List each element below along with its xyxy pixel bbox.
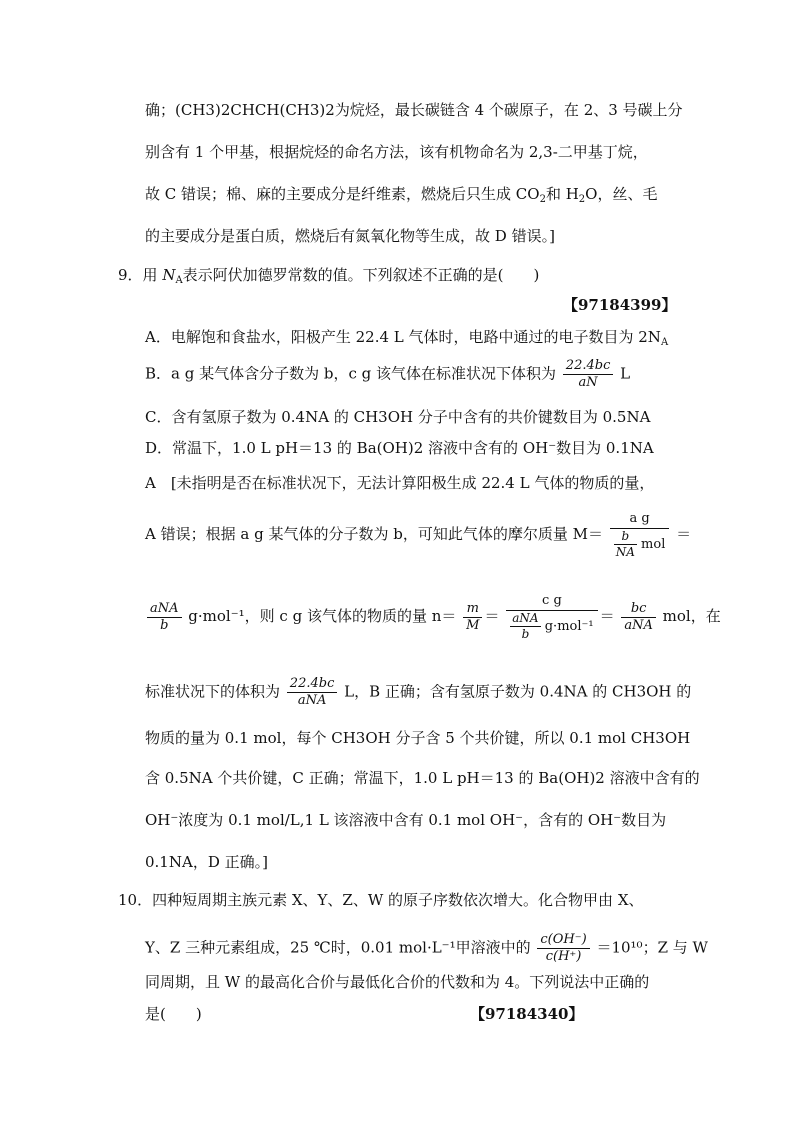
q9-answer-line-5: 物质的量为 0.1 mol，每个 CH3OH 分子含 5 个共价键，所以 0.1 mol CH3OH <box>145 729 691 747</box>
q9-answer-line-7: OH⁻浓度为 0.1 mol/L,1 L 该溶液中含有 0.1 mol OH⁻，含有的 OH⁻数目为 <box>145 811 667 829</box>
q9-answer-line-4: 标准状况下的体积为 $\frac{22.4bc}{\text{aNA}}$ L，B 正确；含有氢原子数为 0.4NA 的 CH3OH 的 <box>145 676 692 708</box>
q9-option-b: B．a g 某气体含分子数为 b，c g 该气体在标准状况下体积为 $\frac{22.4bc}{aN}$ L <box>145 358 631 390</box>
q9-answer-line-8: 0.1NA，D 正确。] <box>145 853 268 871</box>
q10-stem-line-3: 同周期，且 W 的最高化合价与最低化合价的代数和为 4。下列说法中正确的 <box>145 973 650 991</box>
prev-answer-line-3: 故 C 错误；棉、麻的主要成分是纤维素，燃烧后只生成 $CO_2$和 $H_2O$，丝、毛 <box>145 185 658 205</box>
q9-code: 【97184399】 <box>563 296 677 314</box>
formula-isoalkane: (CH3)2CHCH(CH3)2 <box>175 101 335 119</box>
q9-answer-line-3: $\frac{\text{aNA}}{b}$ g·mol⁻¹，则 c g 该气体的物质的量 n＝ $\frac{m}{M}$ ＝ c g $\frac{\text{aNA}}{b}$ g·mol⁻¹ ＝ $\frac{bc}{\text{aNA}}$ mol，在 <box>145 592 721 642</box>
q9-answer-line-6: 含 0.5NA 个共价键，C 正确；常温下，1.0 L pH＝13 的 Ba(OH)2 溶液中含有的 <box>145 769 700 787</box>
prev-answer-line-4: 的主要成分是蛋白质，燃烧后有氮氧化物等生成，故 D 错误。] <box>145 227 555 245</box>
q9-answer-line-2: A 错误；根据 a g 某气体的分子数为 b，可知此气体的摩尔质量 M＝ a g $\frac{b}{NA}$ mol ＝ <box>145 511 692 559</box>
q9-option-d: D．常温下，1.0 L pH＝13 的 Ba(OH)2 溶液中含有的 OH⁻数目为 0.1NA <box>145 439 654 457</box>
q9-stem: 9．用 $N_A$表示阿伏加德罗常数的值。下列叙述不正确的是( ) <box>118 266 540 286</box>
q10-code: 【97184340】 <box>470 1005 584 1023</box>
q10-stem-line-4: 是( ) <box>145 1005 202 1023</box>
amount-fraction: c g $\frac{\text{aNA}}{b}$ g·mol⁻¹ <box>506 592 597 642</box>
q9-option-a: A．电解饱和食盐水，阳极产生 22.4 L 气体时，电路中通过的电子数目为 $2N_A$ <box>145 328 669 348</box>
molar-mass-fraction: a g $\frac{b}{NA}$ mol <box>610 510 670 560</box>
q9-option-c: C．含有氢原子数为 0.4NA 的 CH3OH 分子中含有的共价键数目为 0.5NA <box>145 408 651 426</box>
prev-answer-line-2: 别含有 1 个甲基，根据烷烃的命名方法，该有机物命名为 2,3-二甲基丁烷， <box>145 143 648 161</box>
q9-option-b-fraction: $\frac{22.4bc}{aN}$ <box>563 358 614 391</box>
q9-answer-line-1: A [未指明是否在标准状况下，无法计算阳极生成 22.4 L 气体的物质的量， <box>145 474 655 492</box>
q10-stem-line-1: 10．四种短周期主族元素 X、Y、Z、W 的原子序数依次增大。化合物甲由 X、 <box>118 891 644 909</box>
prev-answer-line-1: 确；(CH3)2CHCH(CH3)2为烷烃，最长碳链含 4 个碳原子，在 2、3 号碳上分 <box>145 101 683 119</box>
q10-stem-line-2: Y、Z 三种元素组成，25 ℃时，0.01 mol·L⁻¹甲溶液中的 $\frac{c(OH^-)}{c(H^+)}$ ＝10¹⁰；Z 与 W <box>145 932 708 964</box>
ion-ratio-fraction: $\frac{c(OH^-)}{c(H^+)}$ <box>537 932 589 965</box>
